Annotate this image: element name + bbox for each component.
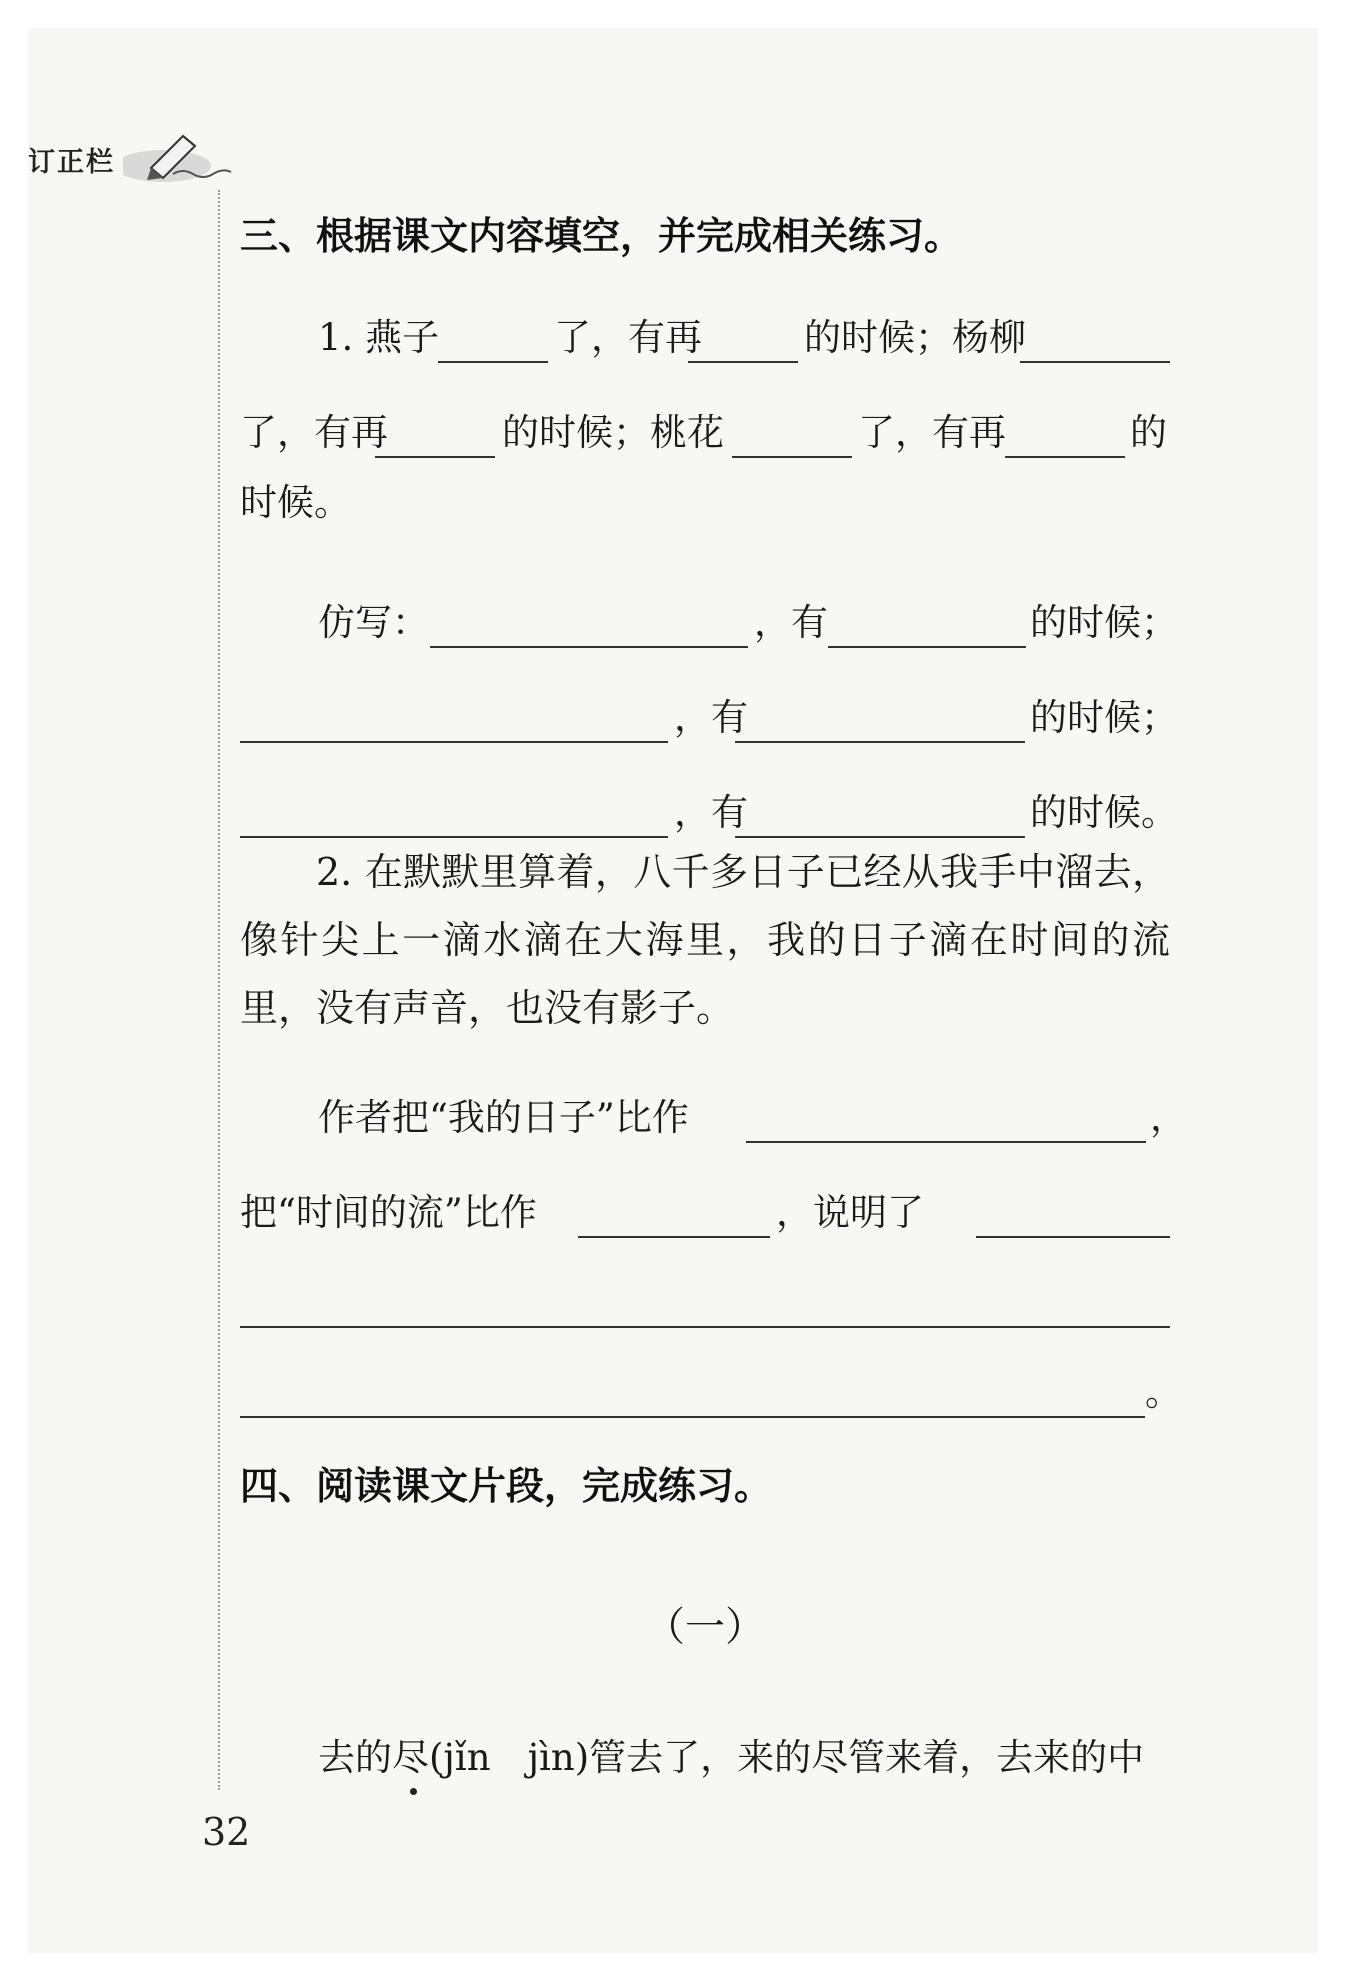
- q2-blank-4[interactable]: [240, 1326, 1170, 1328]
- q2-ask-line-2: [240, 1180, 1170, 1240]
- imitate-you-2: ，有: [674, 696, 748, 739]
- imitate-blank-1[interactable]: [430, 646, 748, 648]
- q2-answer-line-3: [240, 1270, 1170, 1330]
- imitate-label: 仿写：: [318, 601, 429, 644]
- margin-dotted-line: [218, 190, 220, 1790]
- imitate-line-1: [318, 590, 1178, 650]
- part-1-title: （一）: [645, 1604, 765, 1650]
- imitate-you-3: ，有: [674, 791, 748, 834]
- correction-column-tag: [28, 128, 203, 178]
- q1-blank-1[interactable]: [438, 361, 548, 363]
- imitate-shihou-2: 的时候；: [1030, 696, 1178, 739]
- q1-blank-3[interactable]: [1020, 361, 1170, 363]
- q1-text-shihou: 时候。: [240, 481, 351, 524]
- q2-comma: ，: [1150, 1096, 1187, 1139]
- q2-blank-3[interactable]: [976, 1236, 1170, 1238]
- page-number: 32: [202, 1810, 251, 1854]
- emphasis-dot: [410, 1788, 417, 1795]
- q1-text-you-zai-1: 了，有再: [554, 316, 702, 359]
- q1-line-3: [240, 470, 1170, 530]
- q1-text-you-zai-3: 了，有再: [858, 411, 1006, 454]
- q2-blank-2[interactable]: [578, 1236, 770, 1238]
- section-4-passage-text: 去的尽(jǐn jìn)管去了，来的尽管来着，去来的中: [318, 1736, 1145, 1779]
- section-4-passage-line: [318, 1725, 1170, 1785]
- q2-end-period: 。: [1145, 1371, 1182, 1414]
- q2-blank-1[interactable]: [746, 1141, 1146, 1143]
- pencil-icon: [123, 128, 233, 188]
- q1-text-willow: 的时候；杨柳: [804, 316, 1026, 359]
- q2-ask-time-stream: 把“时间的流”比作: [240, 1191, 537, 1234]
- q1-blank-4[interactable]: [375, 456, 495, 458]
- q1-line-2: [240, 400, 1170, 460]
- imitate-line-2: [240, 685, 1178, 745]
- imitate-line-3: [240, 780, 1178, 840]
- imitate-you-1: ，有: [754, 601, 828, 644]
- q2-passage: [240, 838, 1170, 1042]
- q2-ask-explains: ，说明了: [776, 1191, 924, 1234]
- q1-text-you-zai-2: 了，有再: [240, 411, 388, 454]
- imitate-shihou-1: 的时候；: [1030, 601, 1178, 644]
- q1-line-1: [318, 305, 1170, 365]
- imitate-blank-4[interactable]: [735, 741, 1025, 743]
- q2-ask-my-days: 作者把“我的日子”比作: [318, 1096, 689, 1139]
- q1-blank-6[interactable]: [1005, 456, 1125, 458]
- q1-text-peach: 的时候；桃花: [502, 411, 724, 454]
- q2-blank-5[interactable]: [240, 1416, 1145, 1418]
- q1-blank-2[interactable]: [688, 361, 798, 363]
- q2-answer-line-4: [240, 1360, 1182, 1420]
- section-4-heading: 四、阅读课文片段，完成练习。: [240, 1464, 773, 1508]
- imitate-blank-3[interactable]: [240, 741, 668, 743]
- q1-text-de: 的: [1130, 411, 1167, 454]
- section-3-heading: 三、根据课文内容填空，并完成相关练习。: [240, 214, 963, 258]
- q2-ask-line-1: [318, 1085, 1187, 1145]
- imitate-blank-2[interactable]: [828, 646, 1026, 648]
- q1-text-swallow: 1. 燕子: [318, 316, 440, 359]
- imitate-shihou-3: 的时候。: [1030, 791, 1178, 834]
- q2-passage-text: 2. 在默默里算着，八千多日子已经从我手中溜去，像针尖上一滴水滴在大海里，我的日子滴在时间的流里，没有声音，也没有影子。: [240, 850, 1170, 1030]
- q1-blank-5[interactable]: [732, 456, 852, 458]
- correction-column-label: 订正栏: [28, 147, 115, 178]
